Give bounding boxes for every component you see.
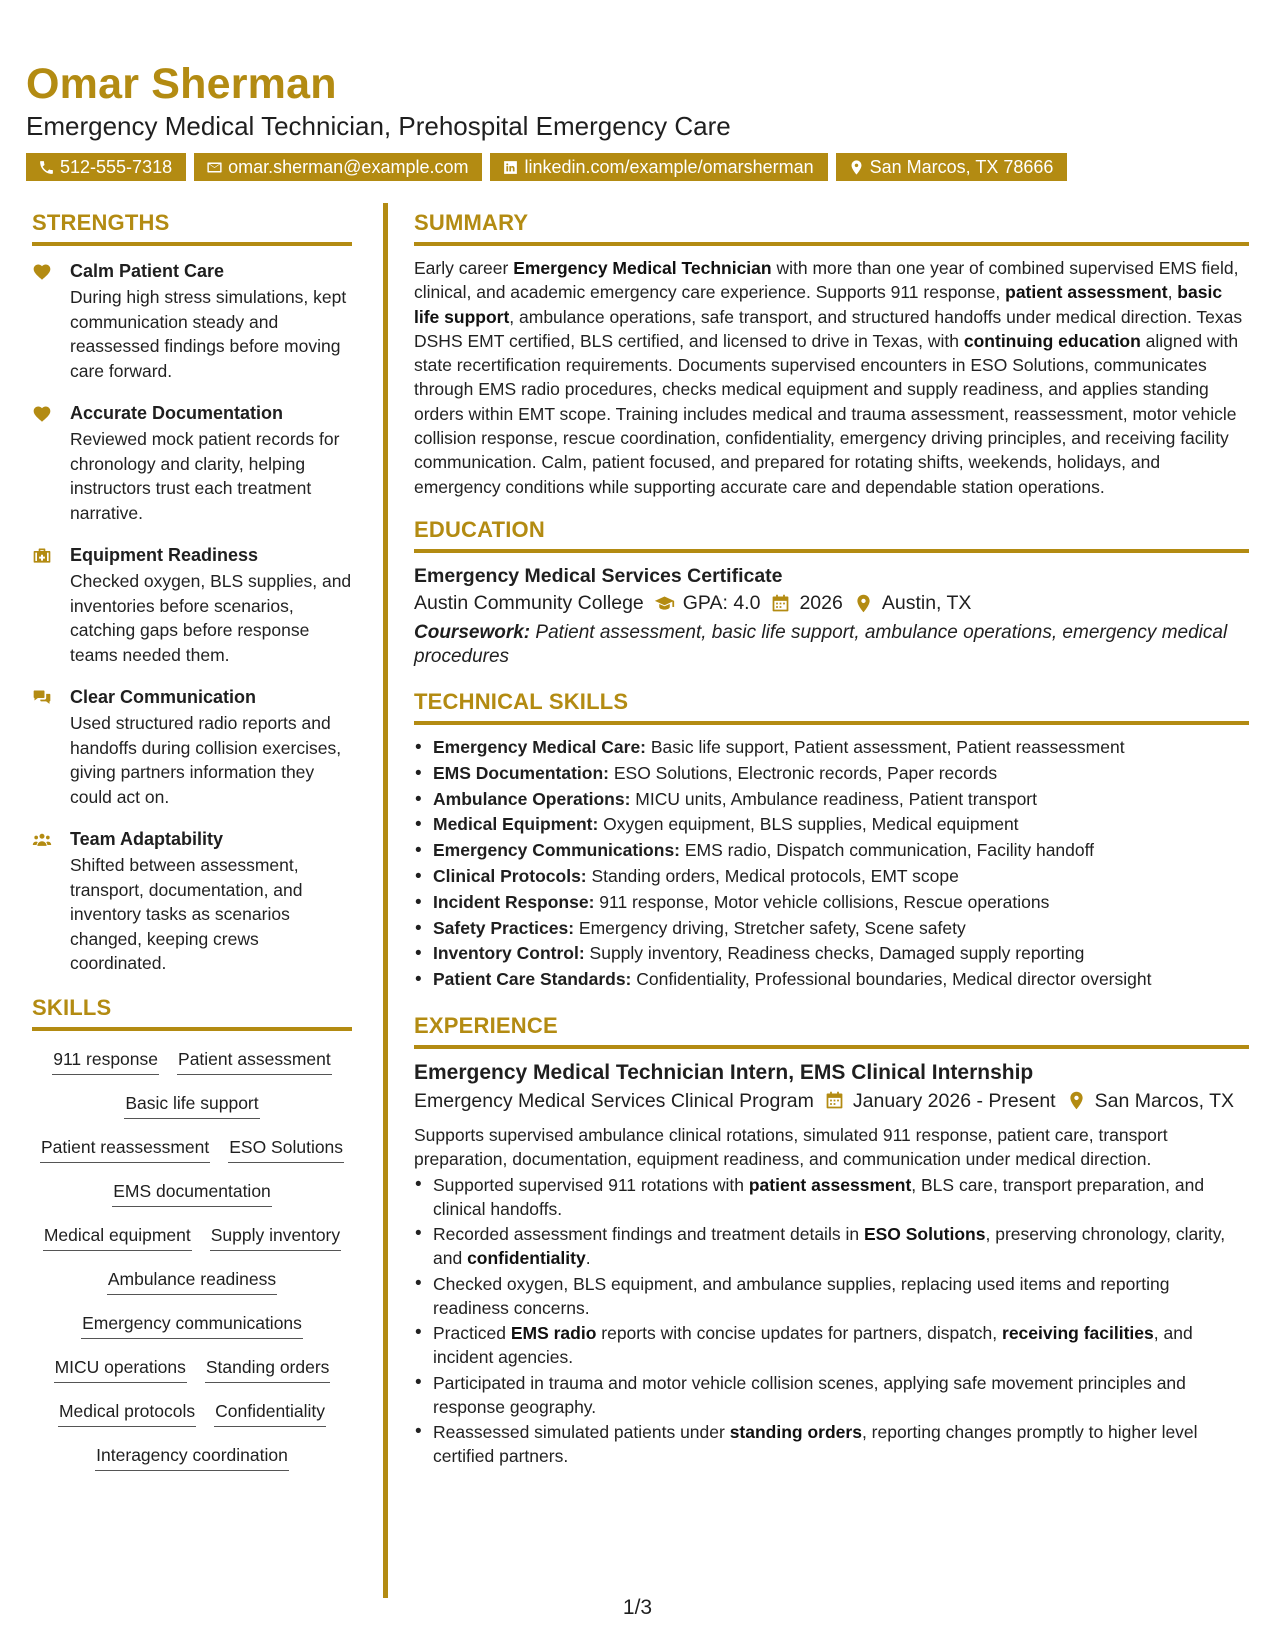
job-bullets xyxy=(414,1173,1249,1469)
strengths-title: STRENGTHS xyxy=(32,210,352,246)
experience-title: EXPERIENCE xyxy=(414,1013,1249,1049)
linkedin-icon xyxy=(502,159,519,176)
skill-tag: Medical protocols xyxy=(58,1397,196,1427)
strength-title: Team Adaptability xyxy=(70,829,224,849)
technical-skill-value: Standing orders, Medical protocols, EMT scope xyxy=(586,865,959,886)
skill-tag: Interagency coordination xyxy=(95,1441,289,1471)
location-pin-icon xyxy=(853,593,874,614)
skill-tag: MICU operations xyxy=(54,1353,187,1383)
skills-list xyxy=(32,1041,352,1475)
strength-title: Equipment Readiness xyxy=(70,545,259,565)
technical-skill-value: Confidentiality, Professional boundaries, Medical director oversight xyxy=(631,969,1152,990)
calendar-icon xyxy=(770,593,791,614)
technical-skill-label: Patient Care Standards: xyxy=(433,969,632,990)
text-run: Recorded assessment findings and treatment details in xyxy=(433,1224,864,1245)
technical-skill-label: Emergency Communications: xyxy=(433,840,680,861)
technical-skill-value: Supply inventory, Readiness checks, Damaged supply reporting xyxy=(584,943,1085,964)
skill-tag: Emergency communications xyxy=(81,1309,303,1339)
summary-title: SUMMARY xyxy=(414,210,1249,246)
technical-skill-label: Medical Equipment: xyxy=(433,814,599,835)
strength-desc: Shifted between assessment, transport, documentation, and inventory tasks as scenarios changed, keeping crews coordinated. xyxy=(70,855,303,973)
strengths-list xyxy=(32,260,352,976)
job-bullet xyxy=(414,1371,1249,1419)
contact-linkedin[interactable] xyxy=(490,153,827,181)
job-dates: January 2026 - Present xyxy=(852,1089,1056,1112)
coursework-text: Patient assessment, basic life support, ambulance operations, emergency medical procedures xyxy=(414,621,1228,667)
technical-skill-label: Inventory Control: xyxy=(433,943,585,964)
contact-bar xyxy=(26,153,1067,181)
emphasis-text: continuing education xyxy=(963,330,1141,351)
technical-skill-label: Ambulance Operations: xyxy=(433,788,631,809)
page-number: 1/3 xyxy=(622,1596,653,1619)
skill-tag: Confidentiality xyxy=(214,1397,326,1427)
graduation-year: 2026 xyxy=(799,591,843,614)
coursework xyxy=(414,621,1249,669)
text-run: , preserving chronology, clarity, and xyxy=(433,1224,1226,1269)
column-divider xyxy=(383,203,388,1598)
education-details xyxy=(414,592,1249,615)
technical-skill-value: MICU units, Ambulance readiness, Patient transport xyxy=(630,788,1037,809)
phone-text: 512-555-7318 xyxy=(60,156,173,177)
text-run: Participated in trauma and motor vehicle collision scenes, applying safe movement principles and response geography. xyxy=(433,1372,1186,1417)
technical-skill-label: EMS Documentation: xyxy=(433,762,609,783)
strength-item xyxy=(32,260,352,383)
skill-tag: Standing orders xyxy=(205,1353,331,1383)
technical-skills-list xyxy=(414,735,1249,993)
left-column xyxy=(32,210,352,1475)
job-bullet xyxy=(414,1321,1249,1369)
emphasis-text: standing orders xyxy=(729,1422,862,1443)
technical-skill-item xyxy=(414,812,1249,838)
skills-title: SKILLS xyxy=(32,995,352,1031)
skill-tag: EMS documentation xyxy=(112,1177,272,1207)
team-icon xyxy=(32,830,52,850)
graduation-cap-icon xyxy=(654,593,675,614)
text-run: Practiced xyxy=(433,1323,511,1344)
text-run: , reporting changes promptly to higher level certified partners. xyxy=(433,1422,1198,1467)
medical-kit-icon xyxy=(32,546,52,566)
skill-tag: Patient reassessment xyxy=(40,1133,210,1163)
text-run: , xyxy=(1167,282,1178,303)
text-run: , ambulance operations, safe transport, and structured handoffs under medical direction. Texas DSHS EMT certified, BLS certified, and licensed to drive in Texas, with xyxy=(414,306,1243,351)
technical-skill-label: Safety Practices: xyxy=(433,917,575,938)
text-run: Reassessed simulated patients under xyxy=(433,1422,730,1443)
location-pin-icon xyxy=(848,159,865,176)
job-bullet xyxy=(414,1420,1249,1468)
strength-desc: During high stress simulations, kept communication steady and reassessed findings before moving care forward. xyxy=(70,287,347,381)
emphasis-text: Emergency Medical Technician xyxy=(513,258,772,278)
text-run: Early career xyxy=(414,258,514,278)
technical-skill-label: Incident Response: xyxy=(433,891,595,912)
emphasis-text: receiving facilities xyxy=(1002,1323,1154,1344)
emphasis-text: patient assessment xyxy=(1005,282,1168,303)
technical-skill-item xyxy=(414,890,1249,916)
technical-skill-value: ESO Solutions, Electronic records, Paper records xyxy=(608,762,998,783)
location-pin-icon xyxy=(1066,1090,1087,1111)
text-run: , and incident agencies. xyxy=(433,1323,1193,1368)
candidate-name: Omar Sherman xyxy=(26,60,337,108)
text-run: Checked oxygen, BLS equipment, and ambulance supplies, replacing used items and reporting readiness concerns. xyxy=(433,1273,1170,1318)
summary-text xyxy=(414,256,1249,499)
linkedin-text: linkedin.com/example/omarsherman xyxy=(524,156,814,177)
technical-skill-label: Clinical Protocols: xyxy=(433,865,587,886)
technical-skill-value: Basic life support, Patient assessment, Patient reassessment xyxy=(646,736,1125,757)
technical-skill-item xyxy=(414,838,1249,864)
emphasis-text: basic life support xyxy=(414,282,1223,327)
skill-tag: Patient assessment xyxy=(177,1045,332,1075)
chat-bubbles-icon xyxy=(32,688,52,708)
strength-title: Accurate Documentation xyxy=(70,403,284,423)
technical-skill-item xyxy=(414,916,1249,942)
job-location: San Marcos, TX xyxy=(1094,1089,1235,1112)
skill-tag: 911 response xyxy=(52,1045,159,1075)
job-bullet xyxy=(414,1222,1249,1270)
contact-location xyxy=(836,153,1068,181)
skill-tag: Medical equipment xyxy=(43,1221,192,1251)
strength-item xyxy=(32,686,352,809)
skill-tag: Basic life support xyxy=(124,1089,259,1119)
text-run: aligned with state recertification requirements. Documents supervised encounters in ESO Solutions, communicates through EMS radio procedures, checks medical equipment and supply readiness, and applies standing orders within EMT scope. Training includes medical and trauma assessment, reassessment, motor vehicle collision response, rescue coordination, confidentiality, emergency driving principles, and receiving facility communication. Calm, patient focused, and prepared for rotating shifts, weekends, holidays, and emergency conditions while supporting accurate care and dependable station operations. xyxy=(414,330,1239,497)
strength-desc: Checked oxygen, BLS supplies, and inventories before scenarios, catching gaps before response teams needed them. xyxy=(70,571,352,665)
job-bullet xyxy=(414,1173,1249,1221)
strength-desc: Used structured radio reports and handoffs during collision exercises, giving partners information they could act on. xyxy=(70,713,342,807)
envelope-icon xyxy=(206,159,223,176)
strength-title: Clear Communication xyxy=(70,687,257,707)
heart-icon xyxy=(32,404,52,424)
degree: Emergency Medical Services Certificate xyxy=(414,564,783,587)
skill-tag: Supply inventory xyxy=(210,1221,341,1251)
strength-item xyxy=(32,544,352,667)
strength-item xyxy=(32,828,352,976)
text-run: , BLS care, transport preparation, and clinical handoffs. xyxy=(433,1174,1205,1219)
education-location: Austin, TX xyxy=(881,591,972,614)
technical-skill-item xyxy=(414,864,1249,890)
technical-skill-item xyxy=(414,761,1249,787)
emphasis-text: patient assessment xyxy=(748,1174,912,1195)
technical-skill-item xyxy=(414,735,1249,761)
skill-tag: ESO Solutions xyxy=(228,1133,344,1163)
text-run: Supported supervised 911 rotations with xyxy=(433,1174,749,1195)
contact-phone[interactable] xyxy=(26,153,186,181)
email-text: omar.sherman@example.com xyxy=(228,156,469,177)
strength-title: Calm Patient Care xyxy=(70,261,225,281)
technical-skill-item xyxy=(414,941,1249,967)
emphasis-text: ESO Solutions xyxy=(863,1224,986,1245)
technical-skill-item xyxy=(414,787,1249,813)
technical-skill-value: EMS radio, Dispatch communication, Facility handoff xyxy=(680,840,1095,861)
job-description: Supports supervised ambulance clinical rotations, simulated 911 response, patient care, transport preparation, documentation, equipment readiness, and communication under medical direction. xyxy=(414,1124,1168,1169)
text-run: . xyxy=(585,1248,591,1269)
text-run: with more than one year of combined supervised EMS field, clinical, and academic emergency care experience. Supports 911 response, xyxy=(414,258,1239,303)
job-bullet xyxy=(414,1272,1249,1320)
education-title: EDUCATION xyxy=(414,517,1249,553)
job-title: Emergency Medical Technician Intern, EMS Clinical Internship xyxy=(414,1060,1034,1084)
job-details xyxy=(414,1089,1249,1113)
heart-icon xyxy=(32,262,52,282)
coursework-label: Coursework: xyxy=(414,621,531,643)
location-text: San Marcos, TX 78666 xyxy=(869,156,1054,177)
gpa: GPA: 4.0 xyxy=(682,591,761,614)
technical-skills-title: TECHNICAL SKILLS xyxy=(414,689,1249,725)
technical-skill-value: Emergency driving, Stretcher safety, Scene safety xyxy=(574,917,966,938)
text-run: reports with concise updates for partners, dispatch, xyxy=(596,1323,1003,1344)
skill-tag: Ambulance readiness xyxy=(107,1265,277,1295)
strength-desc: Reviewed mock patient records for chronology and clarity, helping instructors trust each treatment narrative. xyxy=(70,429,340,523)
technical-skill-item xyxy=(414,967,1249,993)
right-column xyxy=(414,210,1249,1470)
calendar-icon xyxy=(824,1090,845,1111)
strength-item xyxy=(32,402,352,525)
headline: Emergency Medical Technician, Prehospital Emergency Care xyxy=(26,111,731,141)
school: Austin Community College xyxy=(414,591,644,614)
emphasis-text: EMS radio xyxy=(510,1323,597,1344)
technical-skill-value: 911 response, Motor vehicle collisions, Rescue operations xyxy=(594,891,1050,912)
phone-icon xyxy=(38,159,55,176)
organization: Emergency Medical Services Clinical Program xyxy=(414,1089,814,1112)
technical-skill-value: Oxygen equipment, BLS supplies, Medical equipment xyxy=(598,814,1019,835)
contact-email[interactable] xyxy=(194,153,482,181)
technical-skill-label: Emergency Medical Care: xyxy=(433,736,647,757)
emphasis-text: confidentiality xyxy=(467,1248,586,1269)
